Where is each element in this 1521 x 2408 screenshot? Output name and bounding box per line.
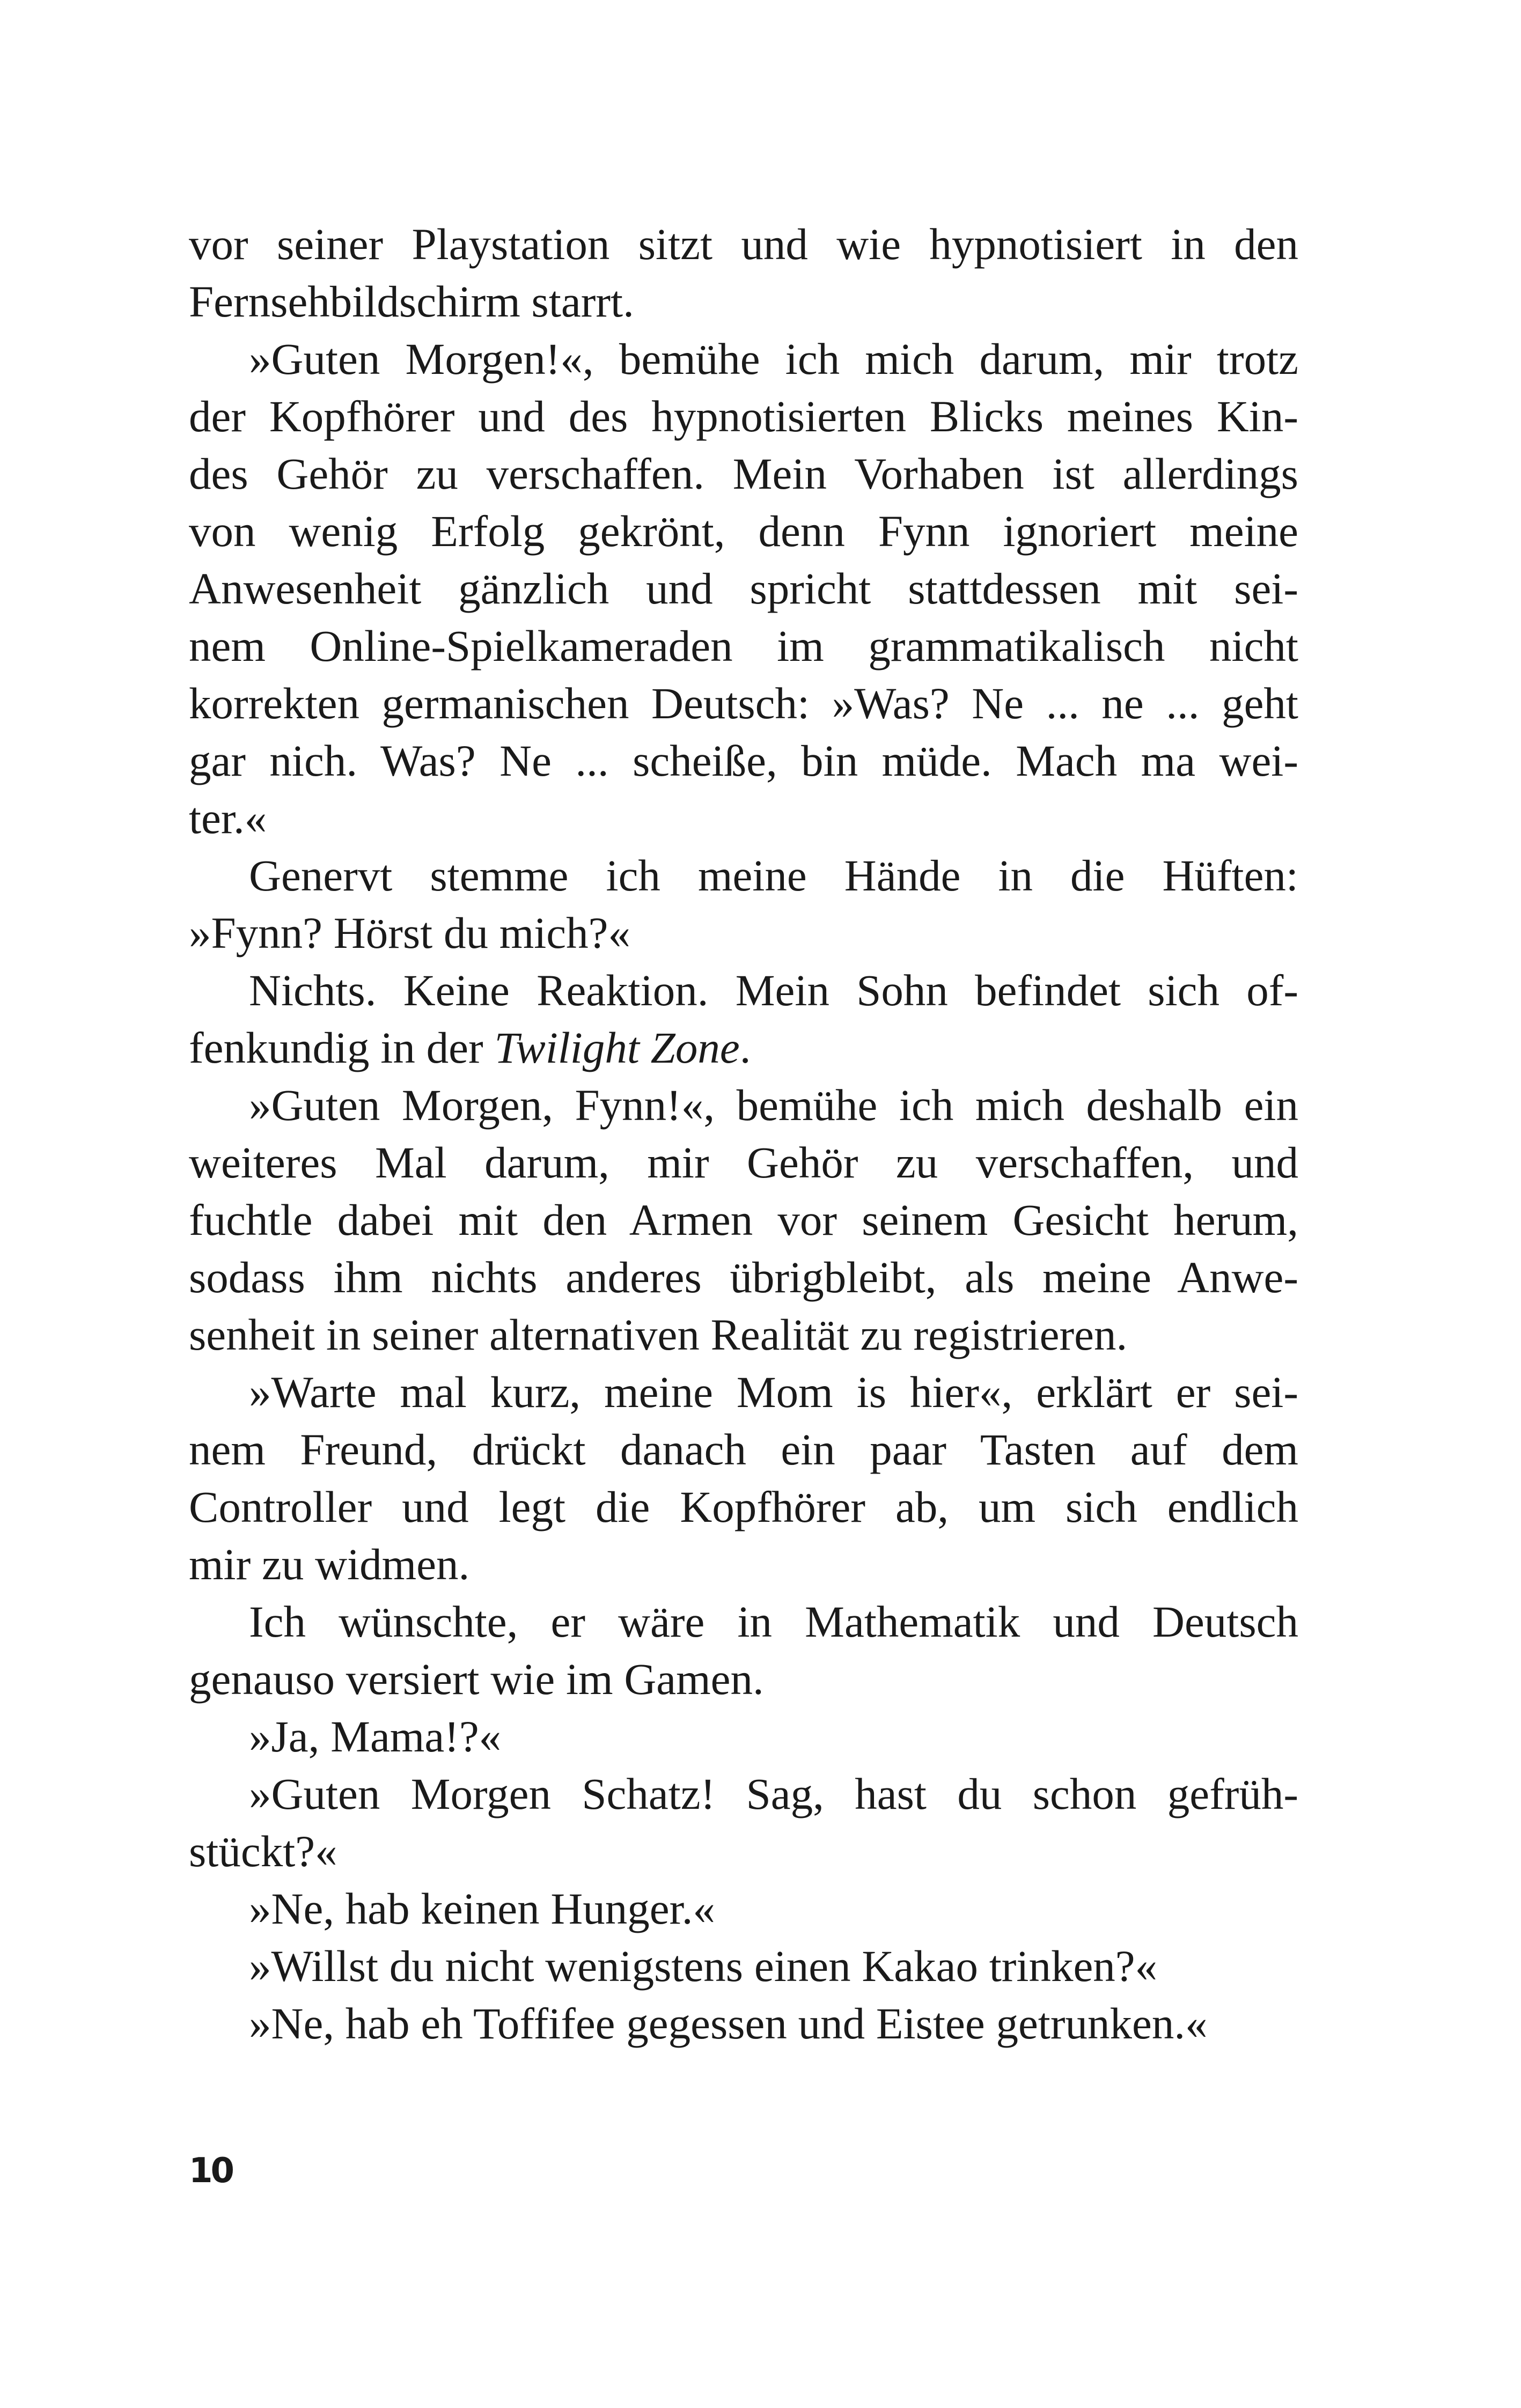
text-segment: . (739, 1023, 751, 1072)
text-line: Fernsehbildschirm starrt. (189, 277, 634, 326)
text-line: korrekten germanischen Deutsch: »Was? Ne ... ne ... geht (189, 679, 1298, 728)
text-line: Ich wünschte, er wäre in Mathematik und Deutsch (249, 1597, 1298, 1646)
text-line: sodass ihm nichts anderes übrigbleibt, als meine Anwe- (189, 1253, 1298, 1302)
text-line: senheit in seiner alternativen Realität zu registrieren. (189, 1310, 1128, 1359)
text-line: »Willst du nicht wenigstens einen Kakao trinken?« (249, 1941, 1158, 1991)
text-line: nem Online-Spielkameraden im grammatikalisch nicht (189, 621, 1298, 671)
text-line: gar nich. Was? Ne ... scheiße, bin müde. Mach ma wei- (189, 736, 1298, 785)
text-line: »Ne, hab keinen Hunger.« (249, 1884, 715, 1933)
text-line (189, 1019, 1298, 1077)
text-line: von wenig Erfolg gekrönt, denn Fynn ignoriert meine (189, 506, 1298, 556)
body-text (189, 216, 1298, 2052)
text-line: weiteres Mal darum, mir Gehör zu verschaffen, und (189, 1138, 1298, 1187)
text-line: Controller und legt die Kopfhörer ab, um sich endlich (189, 1482, 1298, 1531)
text-line: »Guten Morgen Schatz! Sag, hast du schon gefrüh- (249, 1769, 1298, 1818)
text-line: »Guten Morgen!«, bemühe ich mich darum, mir trotz (249, 334, 1298, 384)
page-number: 10 (189, 2151, 233, 2191)
text-line: »Ne, hab eh Toffifee gegessen und Eistee getrunken.« (249, 1999, 1208, 2048)
text-segment: fenkundig in der (189, 1023, 495, 1072)
text-line: »Guten Morgen, Fynn!«, bemühe ich mich deshalb ein (249, 1080, 1298, 1130)
text-line: »Fynn? Hörst du mich?« (189, 908, 630, 958)
text-line: des Gehör zu verschaffen. Mein Vorhaben ist allerdings (189, 449, 1298, 498)
text-line: Anwesenheit gänzlich und spricht stattdessen mit sei- (189, 564, 1298, 613)
text-line: genauso versiert wie im Gamen. (189, 1654, 764, 1704)
text-line: Genervt stemme ich meine Hände in die Hüften: (249, 851, 1298, 900)
italic-title: Twilight Zone (494, 1023, 740, 1072)
text-line: »Warte mal kurz, meine Mom is hier«, erklärt er sei- (249, 1367, 1298, 1417)
text-line: fuchtle dabei mit den Armen vor seinem Gesicht herum, (189, 1195, 1298, 1244)
text-line: Nichts. Keine Reaktion. Mein Sohn befindet sich of- (249, 966, 1298, 1015)
text-line: stückt?« (189, 1827, 337, 1876)
text-line: der Kopfhörer und des hypnotisierten Blicks meines Kin- (189, 392, 1298, 441)
text-line: nem Freund, drückt danach ein paar Tasten auf dem (189, 1425, 1298, 1474)
text-line: ter.« (189, 793, 267, 843)
text-line: »Ja, Mama!?« (249, 1712, 502, 1761)
text-line: vor seiner Playstation sitzt und wie hypnotisiert in den (189, 219, 1298, 269)
text-line: mir zu widmen. (189, 1540, 470, 1589)
